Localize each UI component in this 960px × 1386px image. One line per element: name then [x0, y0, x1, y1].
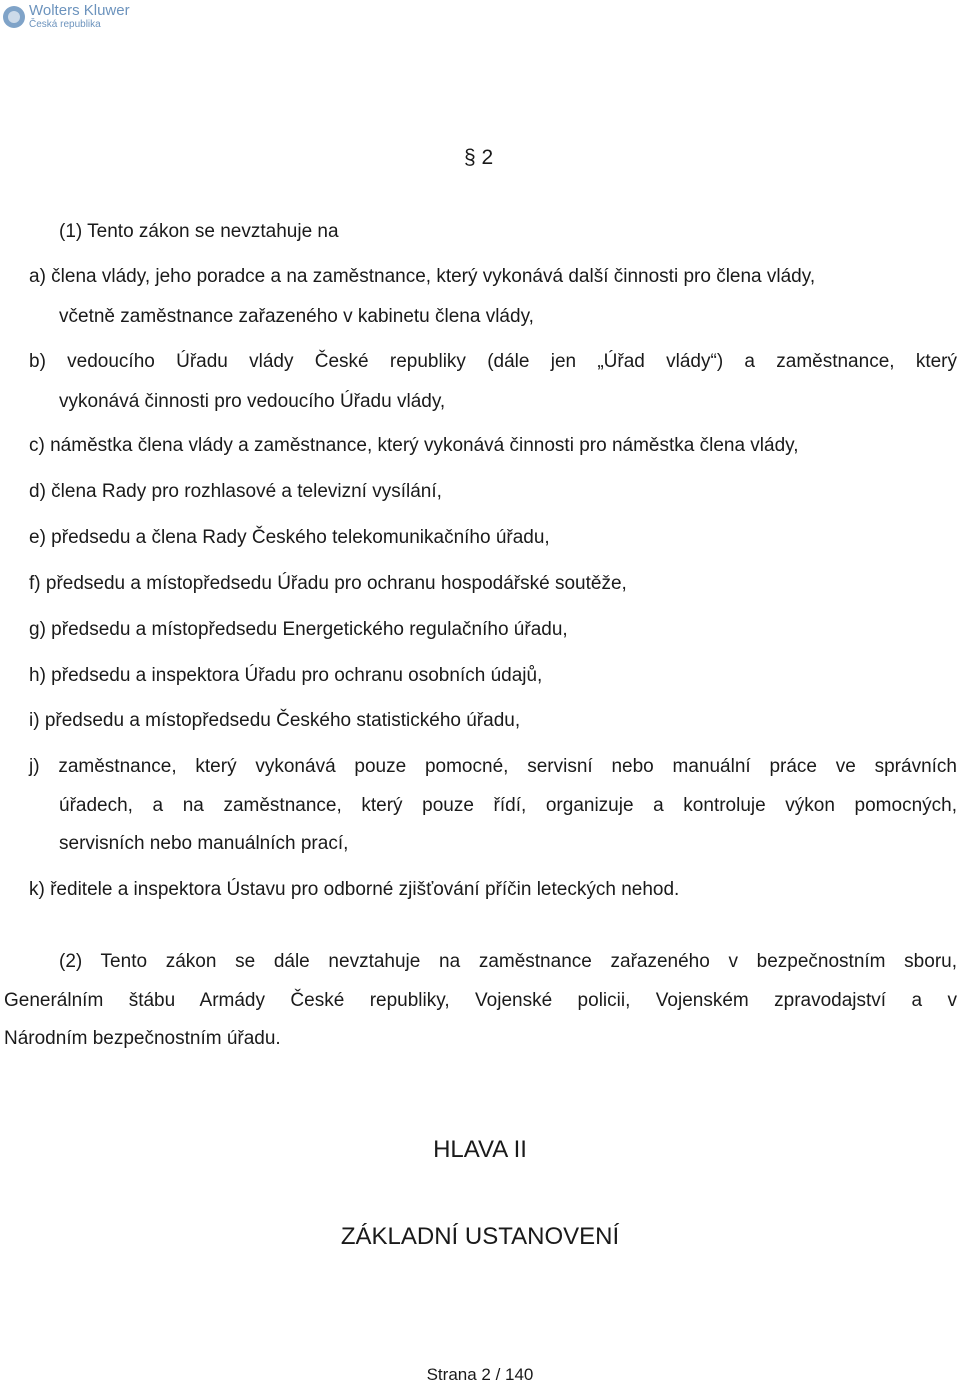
item-d: d) člena Rady pro rozhlasové a televizní vysílání, [29, 481, 442, 502]
paragraph-2-line-1: (2) Tento zákon se dále nevztahuje na zaměstnance zařazeného v bezpečnostním sboru, [59, 951, 957, 972]
paragraph-2-line-2: Generálním štábu Armády České republiky, Vojenské policii, Vojenském zpravodajství a v [4, 990, 957, 1011]
paragraph-2-line-3: Národním bezpečnostním úřadu. [4, 1028, 281, 1049]
chapter-number: HLAVA II [433, 1136, 527, 1163]
item-b-line-2: vykonává činnosti pro vedoucího Úřadu vlády, [59, 391, 446, 412]
item-k: k) ředitele a inspektora Ústavu pro odborné zjišťování příčin leteckých nehod. [29, 879, 680, 900]
paragraph-1-intro: (1) Tento zákon se nevztahuje na [59, 221, 339, 242]
chapter-title: ZÁKLADNÍ USTANOVENÍ [340, 1223, 620, 1250]
item-j-line-1: j) zaměstnance, který vykonává pouze pomocné, servisní nebo manuální práce ve správních [29, 756, 957, 777]
section-number: § 2 [464, 146, 494, 169]
item-e: e) předsedu a člena Rady Českého telekomunikačního úřadu, [29, 527, 550, 548]
item-a-line-1: a) člena vlády, jeho poradce a na zaměstnance, který vykonává další činnosti pro člena vlády, [29, 266, 816, 287]
publisher-logo [3, 3, 130, 30]
logo-subtitle: Česká republika [29, 19, 101, 30]
page-number: Strana 2 / 140 [426, 1365, 534, 1384]
item-f: f) předsedu a místopředsedu Úřadu pro ochranu hospodářské soutěže, [29, 573, 627, 594]
item-a-line-2: včetně zaměstnance zařazeného v kabinetu člena vlády, [59, 306, 534, 327]
item-h: h) předsedu a inspektora Úřadu pro ochranu osobních údajů, [29, 665, 543, 686]
logo-brand: Wolters Kluwer [29, 2, 130, 19]
wolters-kluwer-logo-icon [3, 6, 25, 28]
item-c: c) náměstka člena vlády a zaměstnance, který vykonává činnosti pro náměstka člena vlády, [29, 435, 799, 456]
item-g: g) předsedu a místopředsedu Energetického regulačního úřadu, [29, 619, 568, 640]
item-i: i) předsedu a místopředsedu Českého statistického úřadu, [29, 710, 521, 731]
item-j-line-3: servisních nebo manuálních prací, [59, 833, 349, 854]
item-b-line-1: b) vedoucího Úřadu vlády České republiky (dále jen „Úřad vlády“) a zaměstnance, který [29, 351, 957, 372]
item-j-line-2: úřadech, a na zaměstnance, který pouze řídí, organizuje a kontroluje výkon pomocných, [59, 795, 957, 816]
